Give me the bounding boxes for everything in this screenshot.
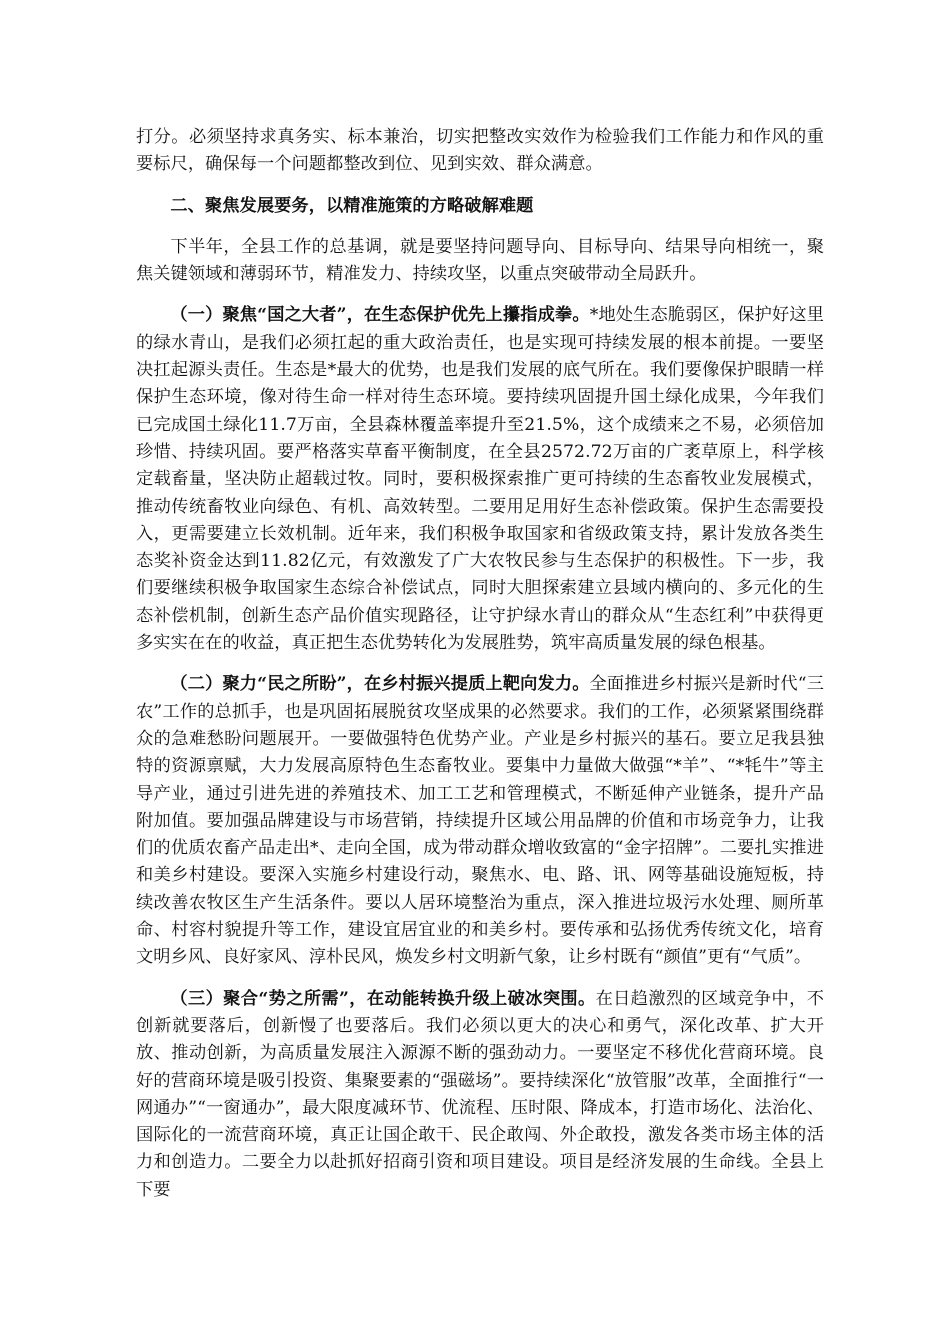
- paragraph-rural-lead: （二）聚力“民之所盼”，在乡村振兴提质上靶向发力。: [170, 674, 590, 695]
- paragraph-momentum-body: 在日趋激烈的区域竞争中，不创新就要落后，创新慢了也要落后。我们必须以更大的决心和勇气，深化改革、扩大开放、推动创新，为高质量发展注入源源不断的强劲动力。一要坚定不移优化营商环境。良好的营商环境是吸引投资、集聚要素的“强磁场”。要持续深化“放管服”改革，全面推行“一网通办”“一窗通办”，最大限度减环节、优流程、压时限、降成本，打造市场化、法治化、国际化的一流营商环境，真正让国企敢干、民企敢闯、外企敢投，激发各类市场主体的活力和创造力。二要全力以赴抓好招商引资和项目建设。项目是经济发展的生命线。全县上下要: [136, 988, 824, 1200]
- paragraph-momentum-lead: （三）聚合“势之所需”，在动能转换升级上破冰突围。: [170, 988, 596, 1009]
- paragraph-intro-tail: 打分。必须坚持求真务实、标本兼治，切实把整改实效作为检验我们工作能力和作风的重要标尺，确保每一个问题都整改到位、见到实效、群众满意。: [136, 127, 824, 175]
- paragraph-rural-body: 全面推进乡村振兴是新时代“三农”工作的总抓手，也是巩固拓展脱贫攻坚成果的必然要求。我们的工作，必须紧紧围绕群众的急难愁盼问题展开。一要做强特色优势产业。产业是乡村振兴的基石。要立足我县独特的资源禀赋，大力发展高原特色生态畜牧业。要集中力量做大做强“*羊”、“*牦牛”等主导产业，通过引进先进的养殖技术、加工工艺和管理模式，不断延伸产业链条，提升产品附加值。要加强品牌建设与市场营销，持续提升区域公用品牌的价值和市场竞争力，让我们的优质农畜产品走出*、走向全国，成为带动群众增收致富的“金字招牌”。二要扎实推进和美乡村建设。要深入实施乡村建设行动，聚焦水、电、路、讯、网等基础设施短板，持续改善农牧区生产生活条件。要以人居环境整治为重点，深入推进垃圾污水处理、厕所革命、村容村貌提升等工作，建设宜居宜业的和美乡村。要传承和弘扬优秀传统文化，培育文明乡风、良好家风、淳朴民风，焕发乡村文明新气象，让乡村既有“颜值”更有“气质”。: [136, 674, 824, 968]
- document-body: [136, 124, 824, 1204]
- paragraph-momentum: [136, 986, 824, 1204]
- paragraph-ecology: [136, 302, 824, 657]
- paragraph-rural: [136, 671, 824, 971]
- paragraph-ecology-body: *地处生态脆弱区，保护好这里的绿水青山，是我们必须扛起的重大政治责任，也是实现可持续发展的根本前提。一要坚决扛起源头责任。生态是*最大的优势，也是我们发展的底气所在。我们要像保护眼睛一样保护生态环境，像对待生命一样对待生态环境。要持续巩固提升国土绿化成果，今年我们已完成国土绿化11.7万亩，全县森林覆盖率提升至21.5%，这个成绩来之不易，必须倍加珍惜、持续巩固。要严格落实草畜平衡制度，在全县2572.72万亩的广袤草原上，科学核定载畜量，坚决防止超载过牧。同时，要积极探索推广更可持续的生态畜牧业发展模式，推动传统畜牧业向绿色、有机、高效转型。二要用足用好生态补偿政策。保护生态需要投入，更需要建立长效机制。近年来，我们积极争取国家和省级政策支持，累计发放各类生态奖补资金达到11.82亿元，有效激发了广大农牧民参与生态保护的积极性。下一步，我们要继续积极争取国家生态综合补偿试点，同时大胆探索建立县域内横向的、多元化的生态补偿机制，创新生态产品价值实现路径，让守护绿水青山的群众从“生态红利”中获得更多实实在在的收益，真正把生态优势转化为发展胜势，筑牢高质量发展的绿色根基。: [136, 305, 825, 654]
- paragraph-ecology-lead: （一）聚焦“国之大者”，在生态保护优先上攥指成拳。: [170, 305, 590, 326]
- section-heading: 二、聚焦发展要务，以精准施策的方略破解难题: [170, 195, 534, 216]
- paragraph-overview: 下半年，全县工作的总基调，就是要坚持问题导向、目标导向、结果导向相统一，聚焦关键领域和薄弱环节，精准发力、持续攻坚，以重点突破带动全局跃升。: [136, 236, 824, 285]
